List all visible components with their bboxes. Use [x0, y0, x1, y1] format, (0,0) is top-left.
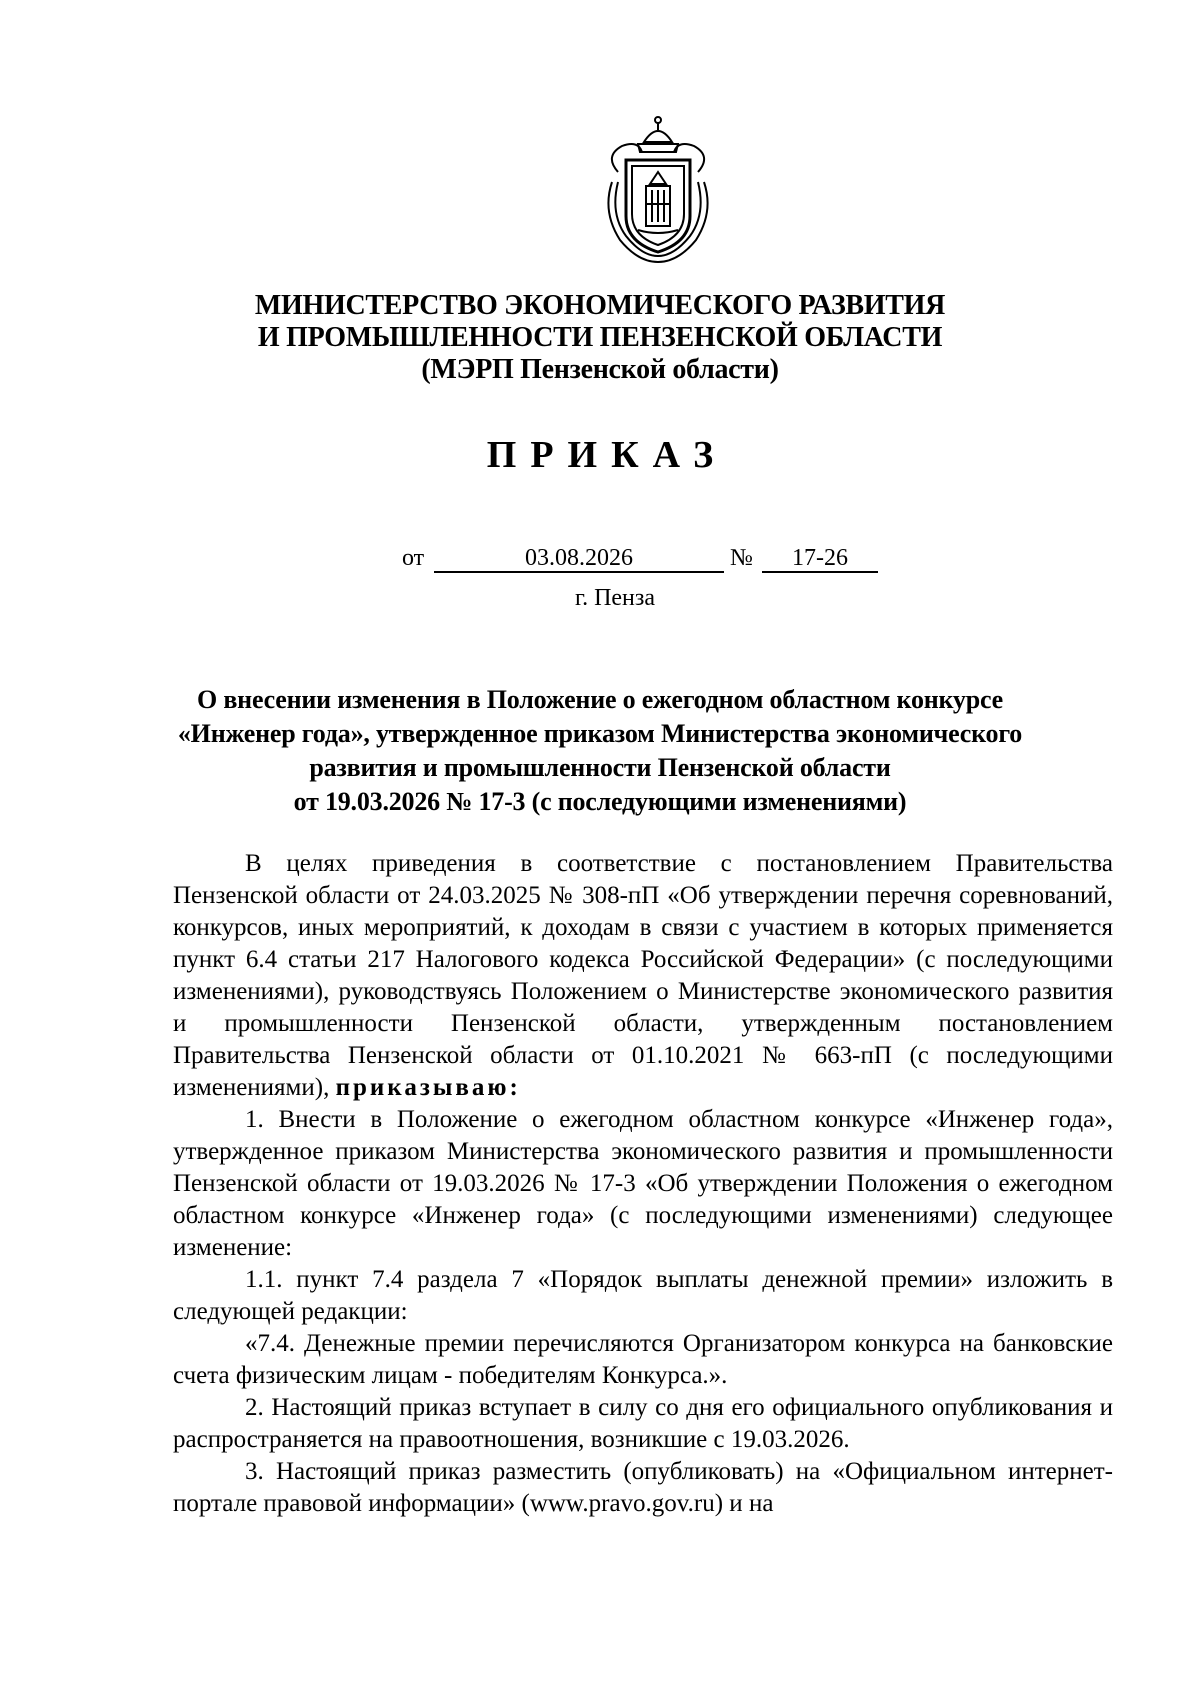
date-label: от — [402, 545, 425, 571]
document-type-title: ПРИКАЗ — [486, 434, 728, 476]
number-label: № — [730, 545, 753, 571]
subject-line-1: О внесении изменения в Положение о ежегодном областном конкурсе — [197, 685, 1003, 714]
item-1-1-paragraph: 1.1. пункт 7.4 раздела 7 «Порядок выплаты денежной премии» изложить в следующей редакции: — [173, 1266, 1113, 1325]
item-3-paragraph: 3. Настоящий приказ разместить (опубликовать) на «Официальном интернет-портале правовой информации» (www.pravo.gov.ru) и на — [173, 1458, 1113, 1517]
ministry-short-name: (МЭРП Пензенской области) — [421, 354, 779, 385]
city-label: г. Пенза — [574, 585, 656, 611]
subject-line-4: от 19.03.2026 № 17-3 (с последующими изменениями) — [293, 787, 907, 816]
order-word: приказываю: — [335, 1074, 521, 1101]
quote-paragraph: «7.4. Денежные премии перечисляются Организатором конкурса на банковские счета физическим лицам - победителям Конкурса.». — [173, 1330, 1113, 1389]
order-body — [173, 848, 1113, 1520]
subject-line-3: развития и промышленности Пензенской области — [309, 753, 891, 782]
preamble-paragraph — [173, 848, 1113, 1104]
ministry-line-1: МИНИСТЕРСТВО ЭКОНОМИЧЕСКОГО РАЗВИТИЯ — [254, 290, 946, 321]
ministry-heading — [0, 290, 1200, 386]
order-subject — [0, 683, 1200, 819]
item-2-paragraph: 2. Настоящий приказ вступает в силу со дня его официального опубликования и распространяется на правоотношения, возникшие с 19.03.2026. — [173, 1394, 1113, 1453]
item-1-paragraph: 1. Внести в Положение о ежегодном областном конкурсе «Инженер года», утвержденное приказом Министерства экономического развития и промышленности Пензенской области от 19.03.2026 № 17-3 «Об утверждении Положения о ежегодном областном конкурсе «Инженер года» (с последующими изменениями) следующее изменение: — [173, 1106, 1113, 1261]
subject-line-2: «Инженер года», утвержденное приказом Министерства экономического — [177, 719, 1023, 748]
order-date: 03.08.2026 — [434, 545, 724, 573]
ministry-line-2: И ПРОМЫШЛЕННОСТИ ПЕНЗЕНСКОЙ ОБЛАСТИ — [257, 322, 943, 353]
order-number: 17-26 — [762, 545, 878, 573]
coat-of-arms-emblem — [598, 112, 718, 264]
preamble-text: В целях приведения в соответствие с постановлением Правительства Пензенской области от 24.03.2025 № 308-пП «Об утверждении перечня соревнований, конкурсов, иных мероприятий, к доходам в связи с участием в которых применяется пункт 6.4 статьи 217 Налогового кодекса Российской Федерации» (с последующими изменениями), руководствуясь Положением о Министерстве экономического развития и промышленности Пензенской области, утвержденным постановлением Правительства Пензенской области от 01.10.2021 № 663-пП (с последующими изменениями), — [173, 850, 1113, 1101]
